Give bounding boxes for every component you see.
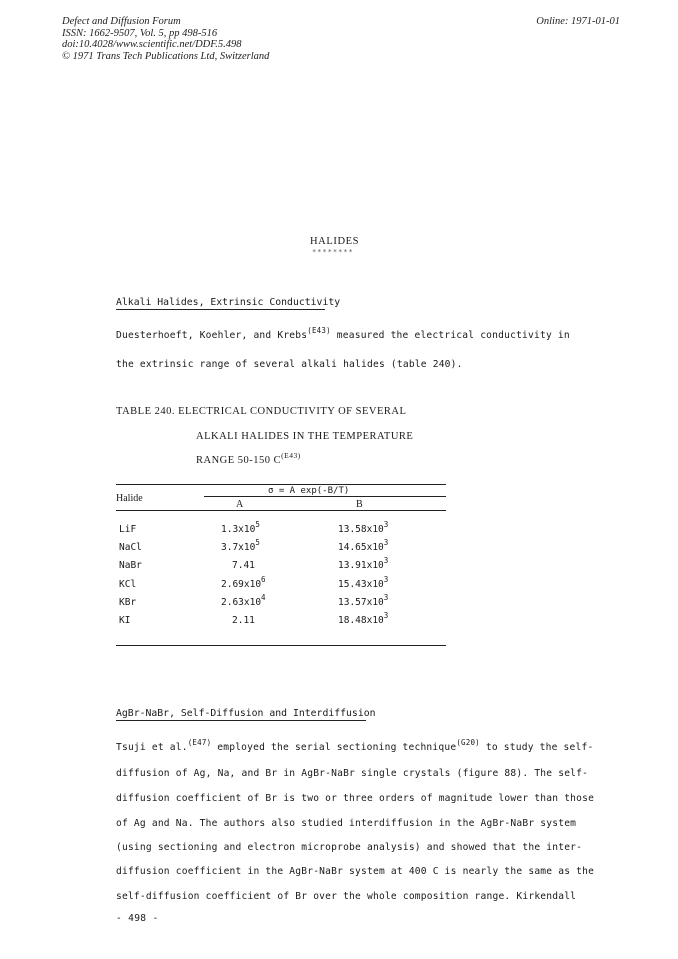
heading-alkali-halides [116,297,340,308]
value-exponent: 5 [255,538,260,547]
value-base: 18.48x10 [338,615,384,626]
paragraph-line [116,738,594,753]
table-cell-halide: KBr [119,597,137,608]
citation-ref: (E43) [281,451,301,460]
table-caption-line-3 [196,451,301,466]
table-cell-b [338,520,389,535]
value-exponent: 5 [255,520,260,529]
text-run: measured the electrical conductivity in [330,330,570,341]
publication-header [62,16,269,62]
table-top-rule [116,484,446,485]
value-base: 7.41 [232,560,255,571]
table-cell-a [221,520,260,535]
heading-alkali-halides-text: Alkali Halides, Extrinsic Conductivity [116,297,341,308]
value-base: 2.63x10 [221,597,262,608]
text-run: employed the serial sectioning technique [211,742,457,753]
value-base: 13.57x10 [338,597,384,608]
paragraph-line: (using sectioning and electron microprobe analysis) and showed that the inter- [116,842,583,853]
table-cell-b [338,575,389,590]
online-date [536,16,620,28]
formula-header: σ = A exp(-B/T) [268,486,350,496]
table-cell-b [338,611,389,626]
value-exponent: 3 [383,611,389,620]
section-title-stars: ******** [312,248,354,256]
table-cell-halide: NaCl [119,542,142,553]
value-base: 13.58x10 [338,524,384,535]
column-header-a: A [236,499,244,510]
column-header-halide: Halide [116,493,143,504]
table-cell-halide: NaBr [119,560,142,571]
citation-ref: (E47) [187,738,212,747]
heading-agbr-nabr [116,708,376,719]
paragraph-line: self-diffusion coefficient of Br over the whole composition range. Kirkendall [116,891,577,902]
table-cell-a [221,593,266,608]
copyright-line: © 1971 Trans Tech Publications Ltd, Switzerland [62,50,270,62]
heading-underline [116,309,325,310]
table-caption-line-1: TABLE 240. ELECTRICAL CONDUCTIVITY OF SEVERAL [116,406,407,417]
value-exponent: 3 [383,556,389,565]
paragraph-line: the extrinsic range of several alkali halides (table 240). [116,359,463,370]
value-base: 15.43x10 [338,579,384,590]
column-header-b: B [356,499,363,510]
value-base: 13.91x10 [338,560,384,571]
value-exponent: 3 [383,575,389,584]
table-cell-b [338,556,389,571]
paragraph-line: diffusion of Ag, Na, and Br in AgBr-NaBr single crystals (figure 88). The self- [116,768,589,779]
value-base: 14.65x10 [338,542,384,553]
caption-text: RANGE 50-150 C [196,455,282,466]
section-title: HALIDES [310,236,360,247]
value-base: 1.3x10 [221,524,256,535]
table-cell-b [338,538,389,553]
value-exponent: 3 [383,593,389,602]
table-bottom-rule [116,645,446,646]
table-cell-halide: LiF [119,524,137,535]
text-run: to study the self- [479,742,594,753]
page-number: - 498 - [116,913,159,924]
text-run: Duesterhoeft, Koehler, and Krebs [116,330,308,341]
citation-ref: (G20) [456,738,480,747]
citation-ref: (E43) [307,326,331,335]
header-bottom-rule [116,510,446,511]
value-exponent: 4 [261,593,266,602]
heading-agbr-nabr-text: AgBr-NaBr, Self-Diffusion and Interdiffusion [116,708,376,719]
paragraph-line [116,326,570,341]
table-cell-b [338,593,389,608]
table-cell-a [221,575,266,590]
table-cell-a [221,538,260,553]
table-caption-line-2: ALKALI HALIDES IN THE TEMPERATURE [196,431,414,442]
paragraph-line: diffusion coefficient of Br is two or three orders of magnitude lower than those [116,793,595,804]
table-cell-a [232,560,255,571]
table-cell-halide: KCl [119,579,137,590]
paragraph-line: of Ag and Na. The authors also studied interdiffusion in the AgBr-NaBr system [116,818,577,829]
value-exponent: 6 [261,575,266,584]
issn-line: ISSN: 1662-9507, Vol. 5, pp 498-516 [62,27,218,39]
table-cell-halide: KI [119,615,131,626]
paragraph-line: diffusion coefficient in the AgBr-NaBr system at 400 C is nearly the same as the [116,866,595,877]
online-date-text: Online: 1971-01-01 [536,16,620,27]
value-exponent: 3 [383,520,389,529]
value-exponent: 3 [383,538,389,547]
journal-name: Defect and Diffusion Forum [62,16,181,27]
doi-link[interactable]: doi:10.4028/www.scientific.net/DDF.5.498 [62,39,242,50]
text-run: Tsuji et al. [116,742,188,753]
value-base: 2.11 [232,615,255,626]
formula-rule [204,496,446,497]
value-base: 3.7x10 [221,542,256,553]
heading-underline [116,720,366,721]
table-cell-a [232,615,255,626]
value-base: 2.69x10 [221,579,262,590]
